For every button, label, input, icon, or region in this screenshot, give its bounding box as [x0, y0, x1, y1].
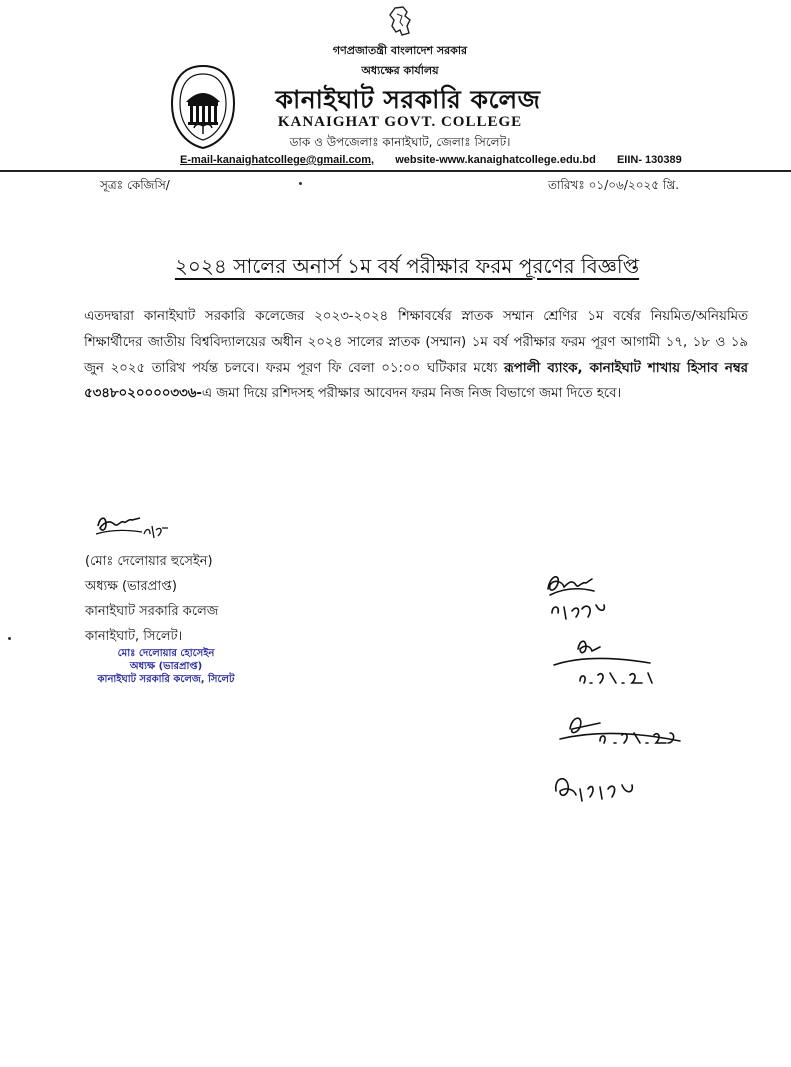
notice-body: [84, 304, 748, 407]
notice-body-part2: এ জমা দিয়ে রশিদসহ পরীক্ষার আবেদন ফরম নিজ নিজ বিভাগে জমা দিতে হবে।: [201, 386, 622, 402]
seal-line: অধ্যক্ষ (ভারপ্রাপ্ত): [129, 661, 203, 672]
notice-body-part1: এতদদ্বারা কানাইঘাট সরকারি কলেজের ২০২৩-২০২৪ শিক্ষাবর্ষের স্নাতক সম্মান শ্রেণির ১ম বর্ষের নিয়মিত/অনিয়মিত শিক্ষার্থীদের জাতীয় বিশ্ববিদ্যালয়ের অধীন ২০২৪ সালের স্নাতক (সম্মান) ১ম বর্ষ পরীক্ষার ফরম পূরণ আগামী ১৭, ১৮ ও ১৯ জুন ২০২৫ তারিখ পর্যন্ত চলবে। ফরম পূরণ ফি বেলা ০১:০০ ঘটিকার মধ্যে: [84, 309, 748, 376]
office-title: অধ্যক্ষের কার্যালয়: [361, 64, 439, 77]
email-link[interactable]: E-mail-kanaighatcollege@gmail.com,: [180, 154, 375, 166]
contact-line: [180, 154, 770, 166]
memo-date: তারিখঃ ০১/০৬/২০২৫ খ্রি.: [548, 178, 680, 192]
signatory-name: (মোঃ দেলোয়ার হুসেইন): [85, 554, 213, 569]
official-seal-stamp: [76, 647, 256, 686]
eiin-number: EIIN- 130389: [616, 154, 682, 166]
signatory-college: কানাইঘাট সরকারি কলেজ: [85, 604, 219, 619]
notice-heading: ২০২৪ সালের অনার্স ১ম বর্ষ পরীক্ষার ফরম পূরণের বিজ্ঞপ্তি: [174, 254, 640, 278]
handwritten-initials: [530, 565, 730, 825]
signatory-place: কানাইঘাট, সিলেট।: [85, 629, 183, 644]
college-crest-logo-icon: [168, 62, 238, 150]
memo-reference: সূত্রঃ কেজিসি/: [100, 178, 170, 192]
ink-speck: [299, 182, 302, 185]
signatory-designation: অধ্যক্ষ (ভারপ্রাপ্ত): [85, 579, 177, 594]
principal-signature: [92, 512, 172, 552]
college-address: ডাক ও উপজেলাঃ কানাইঘাট, জেলাঃ সিলেট।: [289, 135, 511, 149]
header-divider: [0, 170, 791, 172]
bangladesh-map-emblem-icon: [387, 6, 413, 36]
government-title: গণপ্রজাতন্ত্রী বাংলাদেশ সরকার: [332, 44, 468, 57]
website-link[interactable]: website-www.kanaighatcollege.edu.bd: [395, 154, 596, 166]
college-name-english: KANAIGHAT GOVT. COLLEGE: [277, 114, 523, 130]
seal-line: মোঃ দেলোয়ার হোসেইন: [117, 648, 215, 659]
ink-speck: [8, 637, 11, 640]
seal-line: কানাইঘাট সরকারি কলেজ, সিলেট: [97, 674, 235, 685]
college-name-bangla: কানাইঘাট সরকারি কলেজ: [275, 85, 541, 114]
bank-account-details: রূপালী ব্যাংক, কানাইঘাট শাখায় হিসাব নম্বর ৫৩৪৮০২০০০০৩৩৬-: [84, 360, 748, 402]
